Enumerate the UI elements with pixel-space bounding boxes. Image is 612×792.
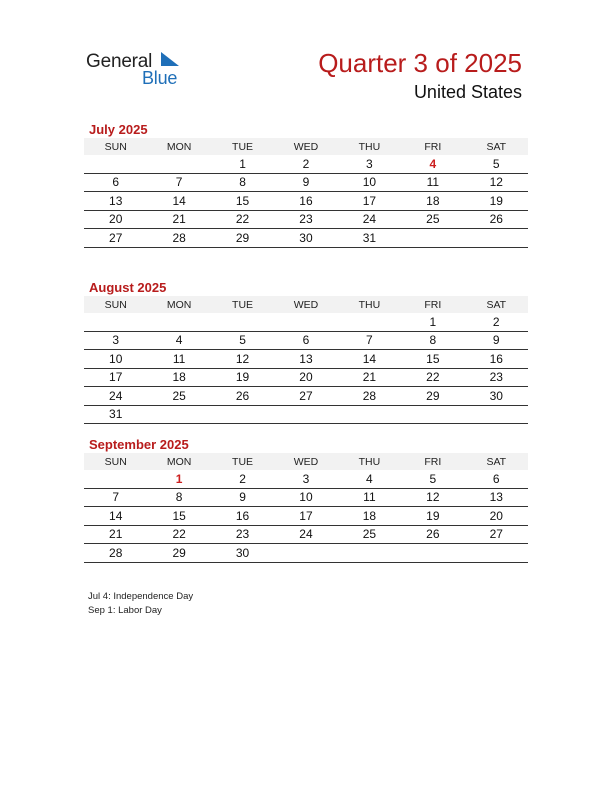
month-table: [84, 138, 528, 248]
empty-day-cell: [401, 544, 464, 563]
day-cell: 21: [147, 210, 210, 229]
day-cell: 16: [465, 350, 528, 369]
day-cell: 15: [211, 192, 274, 211]
day-cell: 3: [274, 470, 337, 488]
week-row: [84, 155, 528, 173]
day-cell: 10: [274, 488, 337, 507]
day-cell: 2: [211, 470, 274, 488]
month-weeks: [84, 155, 528, 247]
day-cell: 15: [401, 350, 464, 369]
day-cell: 11: [338, 488, 401, 507]
weekday-header: SAT: [465, 453, 528, 470]
empty-day-cell: [84, 155, 147, 173]
day-cell: 8: [401, 331, 464, 350]
day-cell: 28: [338, 387, 401, 406]
day-cell: 16: [274, 192, 337, 211]
weekday-header: SUN: [84, 296, 147, 313]
day-cell: 1: [211, 155, 274, 173]
month-title: September 2025: [89, 437, 189, 452]
day-cell: 22: [211, 210, 274, 229]
month-table: [84, 296, 528, 424]
day-cell: 6: [84, 173, 147, 192]
empty-day-cell: [338, 544, 401, 563]
day-cell: 26: [401, 525, 464, 544]
day-cell: 14: [147, 192, 210, 211]
empty-day-cell: [147, 405, 210, 424]
day-cell: 26: [211, 387, 274, 406]
weekday-header: FRI: [401, 296, 464, 313]
day-cell: 12: [211, 350, 274, 369]
week-row: [84, 313, 528, 331]
day-cell: 22: [147, 525, 210, 544]
empty-day-cell: [465, 229, 528, 248]
week-row: [84, 544, 528, 563]
day-cell: 29: [147, 544, 210, 563]
day-cell: 29: [401, 387, 464, 406]
weekday-header: MON: [147, 453, 210, 470]
day-cell: 6: [274, 331, 337, 350]
day-cell: 3: [84, 331, 147, 350]
empty-day-cell: [465, 544, 528, 563]
day-cell: 29: [211, 229, 274, 248]
day-cell: 30: [274, 229, 337, 248]
logo-general-text: General: [86, 51, 153, 72]
day-cell: 7: [338, 331, 401, 350]
week-row: [84, 331, 528, 350]
day-cell: 28: [84, 544, 147, 563]
day-cell: 20: [274, 368, 337, 387]
month-calendar-september: [84, 436, 528, 563]
day-cell: 13: [84, 192, 147, 211]
weekday-header: WED: [274, 296, 337, 313]
day-cell: 11: [401, 173, 464, 192]
weekday-header: THU: [338, 453, 401, 470]
day-cell: 13: [465, 488, 528, 507]
weekday-header: SUN: [84, 138, 147, 155]
week-row: [84, 488, 528, 507]
weekday-header: TUE: [211, 296, 274, 313]
day-cell: 2: [274, 155, 337, 173]
empty-day-cell: [84, 313, 147, 331]
generalblue-logo: [86, 50, 196, 90]
weekday-header-row: [84, 138, 528, 155]
empty-day-cell: [338, 313, 401, 331]
week-row: [84, 192, 528, 211]
day-cell: 4: [338, 470, 401, 488]
day-cell: 12: [465, 173, 528, 192]
week-row: [84, 210, 528, 229]
weekday-header: THU: [338, 296, 401, 313]
weekday-header-row: [84, 296, 528, 313]
empty-day-cell: [211, 313, 274, 331]
day-cell: 20: [84, 210, 147, 229]
day-cell: 8: [147, 488, 210, 507]
weekday-header: TUE: [211, 138, 274, 155]
day-cell: 17: [274, 507, 337, 526]
day-cell: 5: [211, 331, 274, 350]
day-cell: 8: [211, 173, 274, 192]
day-cell: 17: [338, 192, 401, 211]
day-cell: 23: [274, 210, 337, 229]
holiday-day-cell: 1: [147, 470, 210, 488]
empty-day-cell: [338, 405, 401, 424]
day-cell: 25: [401, 210, 464, 229]
empty-day-cell: [211, 405, 274, 424]
week-row: [84, 350, 528, 369]
empty-day-cell: [401, 229, 464, 248]
weekday-header-row: [84, 453, 528, 470]
week-row: [84, 405, 528, 424]
month-weeks: [84, 470, 528, 562]
day-cell: 10: [338, 173, 401, 192]
country-name: United States: [413, 82, 522, 102]
day-cell: 18: [338, 507, 401, 526]
day-cell: 13: [274, 350, 337, 369]
day-cell: 22: [401, 368, 464, 387]
day-cell: 23: [211, 525, 274, 544]
day-cell: 4: [147, 331, 210, 350]
day-cell: 3: [338, 155, 401, 173]
month-title: August 2025: [89, 280, 167, 295]
weekday-header: SUN: [84, 453, 147, 470]
day-cell: 11: [147, 350, 210, 369]
day-cell: 14: [84, 507, 147, 526]
logo-triangle-icon: [161, 52, 179, 66]
week-row: [84, 368, 528, 387]
day-cell: 28: [147, 229, 210, 248]
day-cell: 19: [465, 192, 528, 211]
day-cell: 24: [274, 525, 337, 544]
empty-day-cell: [147, 155, 210, 173]
day-cell: 31: [338, 229, 401, 248]
weekday-header: MON: [147, 138, 210, 155]
empty-day-cell: [465, 405, 528, 424]
weekday-header: THU: [338, 138, 401, 155]
day-cell: 18: [147, 368, 210, 387]
day-cell: 12: [401, 488, 464, 507]
day-cell: 30: [465, 387, 528, 406]
day-cell: 27: [84, 229, 147, 248]
day-cell: 30: [211, 544, 274, 563]
empty-day-cell: [401, 405, 464, 424]
week-row: [84, 525, 528, 544]
page-title: Quarter 3 of 2025: [318, 48, 522, 78]
month-weeks: [84, 313, 528, 424]
day-cell: 26: [465, 210, 528, 229]
holiday-note: Jul 4: Independence Day: [88, 591, 194, 602]
day-cell: 24: [338, 210, 401, 229]
day-cell: 25: [338, 525, 401, 544]
day-cell: 5: [401, 470, 464, 488]
logo-blue-text: Blue: [142, 68, 178, 88]
empty-day-cell: [147, 313, 210, 331]
day-cell: 21: [338, 368, 401, 387]
week-row: [84, 229, 528, 248]
weekday-header: MON: [147, 296, 210, 313]
day-cell: 23: [465, 368, 528, 387]
day-cell: 2: [465, 313, 528, 331]
empty-day-cell: [274, 313, 337, 331]
holiday-note: Sep 1: Labor Day: [88, 605, 162, 616]
day-cell: 27: [274, 387, 337, 406]
empty-day-cell: [274, 405, 337, 424]
week-row: [84, 173, 528, 192]
day-cell: 5: [465, 155, 528, 173]
weekday-header: SAT: [465, 138, 528, 155]
day-cell: 17: [84, 368, 147, 387]
empty-day-cell: [84, 470, 147, 488]
weekday-header: WED: [274, 453, 337, 470]
week-row: [84, 507, 528, 526]
day-cell: 9: [274, 173, 337, 192]
month-calendar-august: [84, 279, 528, 424]
day-cell: 14: [338, 350, 401, 369]
weekday-header: TUE: [211, 453, 274, 470]
day-cell: 6: [465, 470, 528, 488]
week-row: [84, 470, 528, 488]
day-cell: 19: [401, 507, 464, 526]
month-calendar-july: [84, 121, 528, 248]
day-cell: 25: [147, 387, 210, 406]
empty-day-cell: [274, 544, 337, 563]
month-table: [84, 453, 528, 563]
weekday-header: FRI: [401, 453, 464, 470]
holiday-notes: [88, 590, 193, 618]
day-cell: 20: [465, 507, 528, 526]
day-cell: 7: [147, 173, 210, 192]
day-cell: 1: [401, 313, 464, 331]
day-cell: 7: [84, 488, 147, 507]
day-cell: 31: [84, 405, 147, 424]
day-cell: 21: [84, 525, 147, 544]
week-row: [84, 387, 528, 406]
day-cell: 9: [465, 331, 528, 350]
day-cell: 18: [401, 192, 464, 211]
day-cell: 9: [211, 488, 274, 507]
day-cell: 24: [84, 387, 147, 406]
day-cell: 15: [147, 507, 210, 526]
day-cell: 16: [211, 507, 274, 526]
weekday-header: SAT: [465, 296, 528, 313]
month-title: July 2025: [89, 122, 148, 137]
day-cell: 19: [211, 368, 274, 387]
weekday-header: WED: [274, 138, 337, 155]
day-cell: 10: [84, 350, 147, 369]
day-cell: 27: [465, 525, 528, 544]
holiday-day-cell: 4: [401, 155, 464, 173]
weekday-header: FRI: [401, 138, 464, 155]
